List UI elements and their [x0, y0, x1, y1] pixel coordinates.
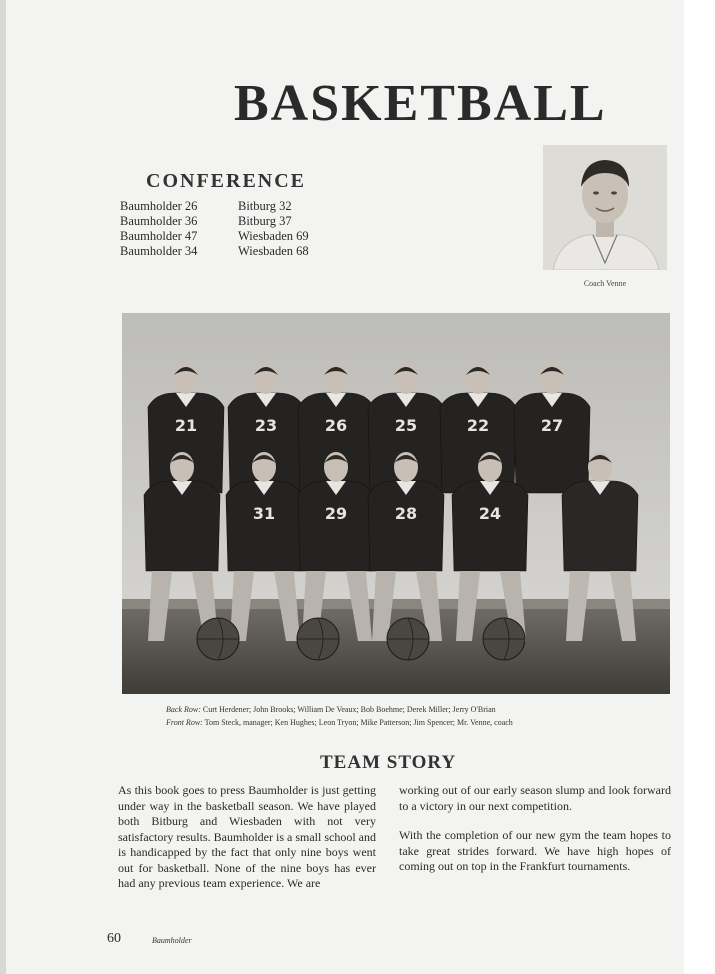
story-paragraph: working out of our early season slump and look forward to a victory in our next competition.	[399, 783, 671, 813]
conference-results	[120, 199, 309, 259]
jersey-number: 27	[540, 416, 564, 435]
jersey-number: 31	[252, 504, 276, 523]
coach-photo	[543, 145, 667, 270]
result-row	[120, 244, 309, 259]
jersey-number: 24	[478, 504, 502, 523]
front-row-label: Front Row:	[166, 718, 203, 727]
page-number: 60	[107, 931, 121, 946]
jersey-number: 26	[324, 416, 348, 435]
home-score: Baumholder 47	[120, 229, 198, 243]
away-score: Wiesbaden 68	[238, 244, 309, 258]
home-score: Baumholder 36	[120, 214, 198, 228]
photo-caption	[166, 703, 513, 729]
back-row-names: Curt Herdener; John Brooks; William De Veaux; Bob Boehme; Derek Miller; Jerry O'Brian	[202, 705, 496, 714]
back-row-label: Back Row:	[166, 705, 201, 714]
caption-front-row	[166, 716, 513, 729]
folio-title: Baumholder	[152, 936, 192, 945]
story-paragraph: With the completion of our new gym the team hopes to take great strides forward. We have high hopes of coming out on top in the Frankfurt tournaments.	[399, 828, 671, 873]
team-story-heading: TEAM STORY	[320, 752, 457, 773]
result-row	[120, 214, 309, 229]
away-score: Bitburg 32	[238, 199, 292, 213]
jersey-number: 29	[324, 504, 348, 523]
result-row	[120, 199, 309, 214]
jersey-number: 28	[394, 504, 418, 523]
home-score: Baumholder 26	[120, 199, 198, 213]
page-title: BASKETBALL	[234, 75, 607, 132]
caption-back-row	[166, 703, 513, 716]
front-row-names: Tom Steck, manager; Ken Hughes; Leon Tryon; Mike Patterson; Jim Spencer; Mr. Venne, coach	[204, 718, 513, 727]
jersey-number: 21	[174, 416, 198, 435]
home-score: Baumholder 34	[120, 244, 198, 258]
story-column-right	[399, 783, 671, 889]
away-score: Bitburg 37	[238, 214, 292, 228]
away-score: Wiesbaden 69	[238, 229, 309, 243]
team-photo	[122, 313, 670, 694]
story-column-left	[118, 783, 376, 906]
coach-caption: Coach Venne	[583, 279, 627, 288]
jersey-number: 22	[466, 416, 490, 435]
conference-heading: CONFERENCE	[146, 170, 307, 192]
story-paragraph: As this book goes to press Baumholder is just getting under way in the basketball season. We have played both Bitburg and Wiesbaden with not very satisfactory results. Baumholder is a small school and is handicapped by the fact that only nine boys went out for basketball. None of the nine boys has ever had any previous team experience. We are	[118, 783, 376, 890]
result-row	[120, 229, 309, 244]
jersey-number: 23	[254, 416, 278, 435]
jersey-number: 25	[394, 416, 418, 435]
